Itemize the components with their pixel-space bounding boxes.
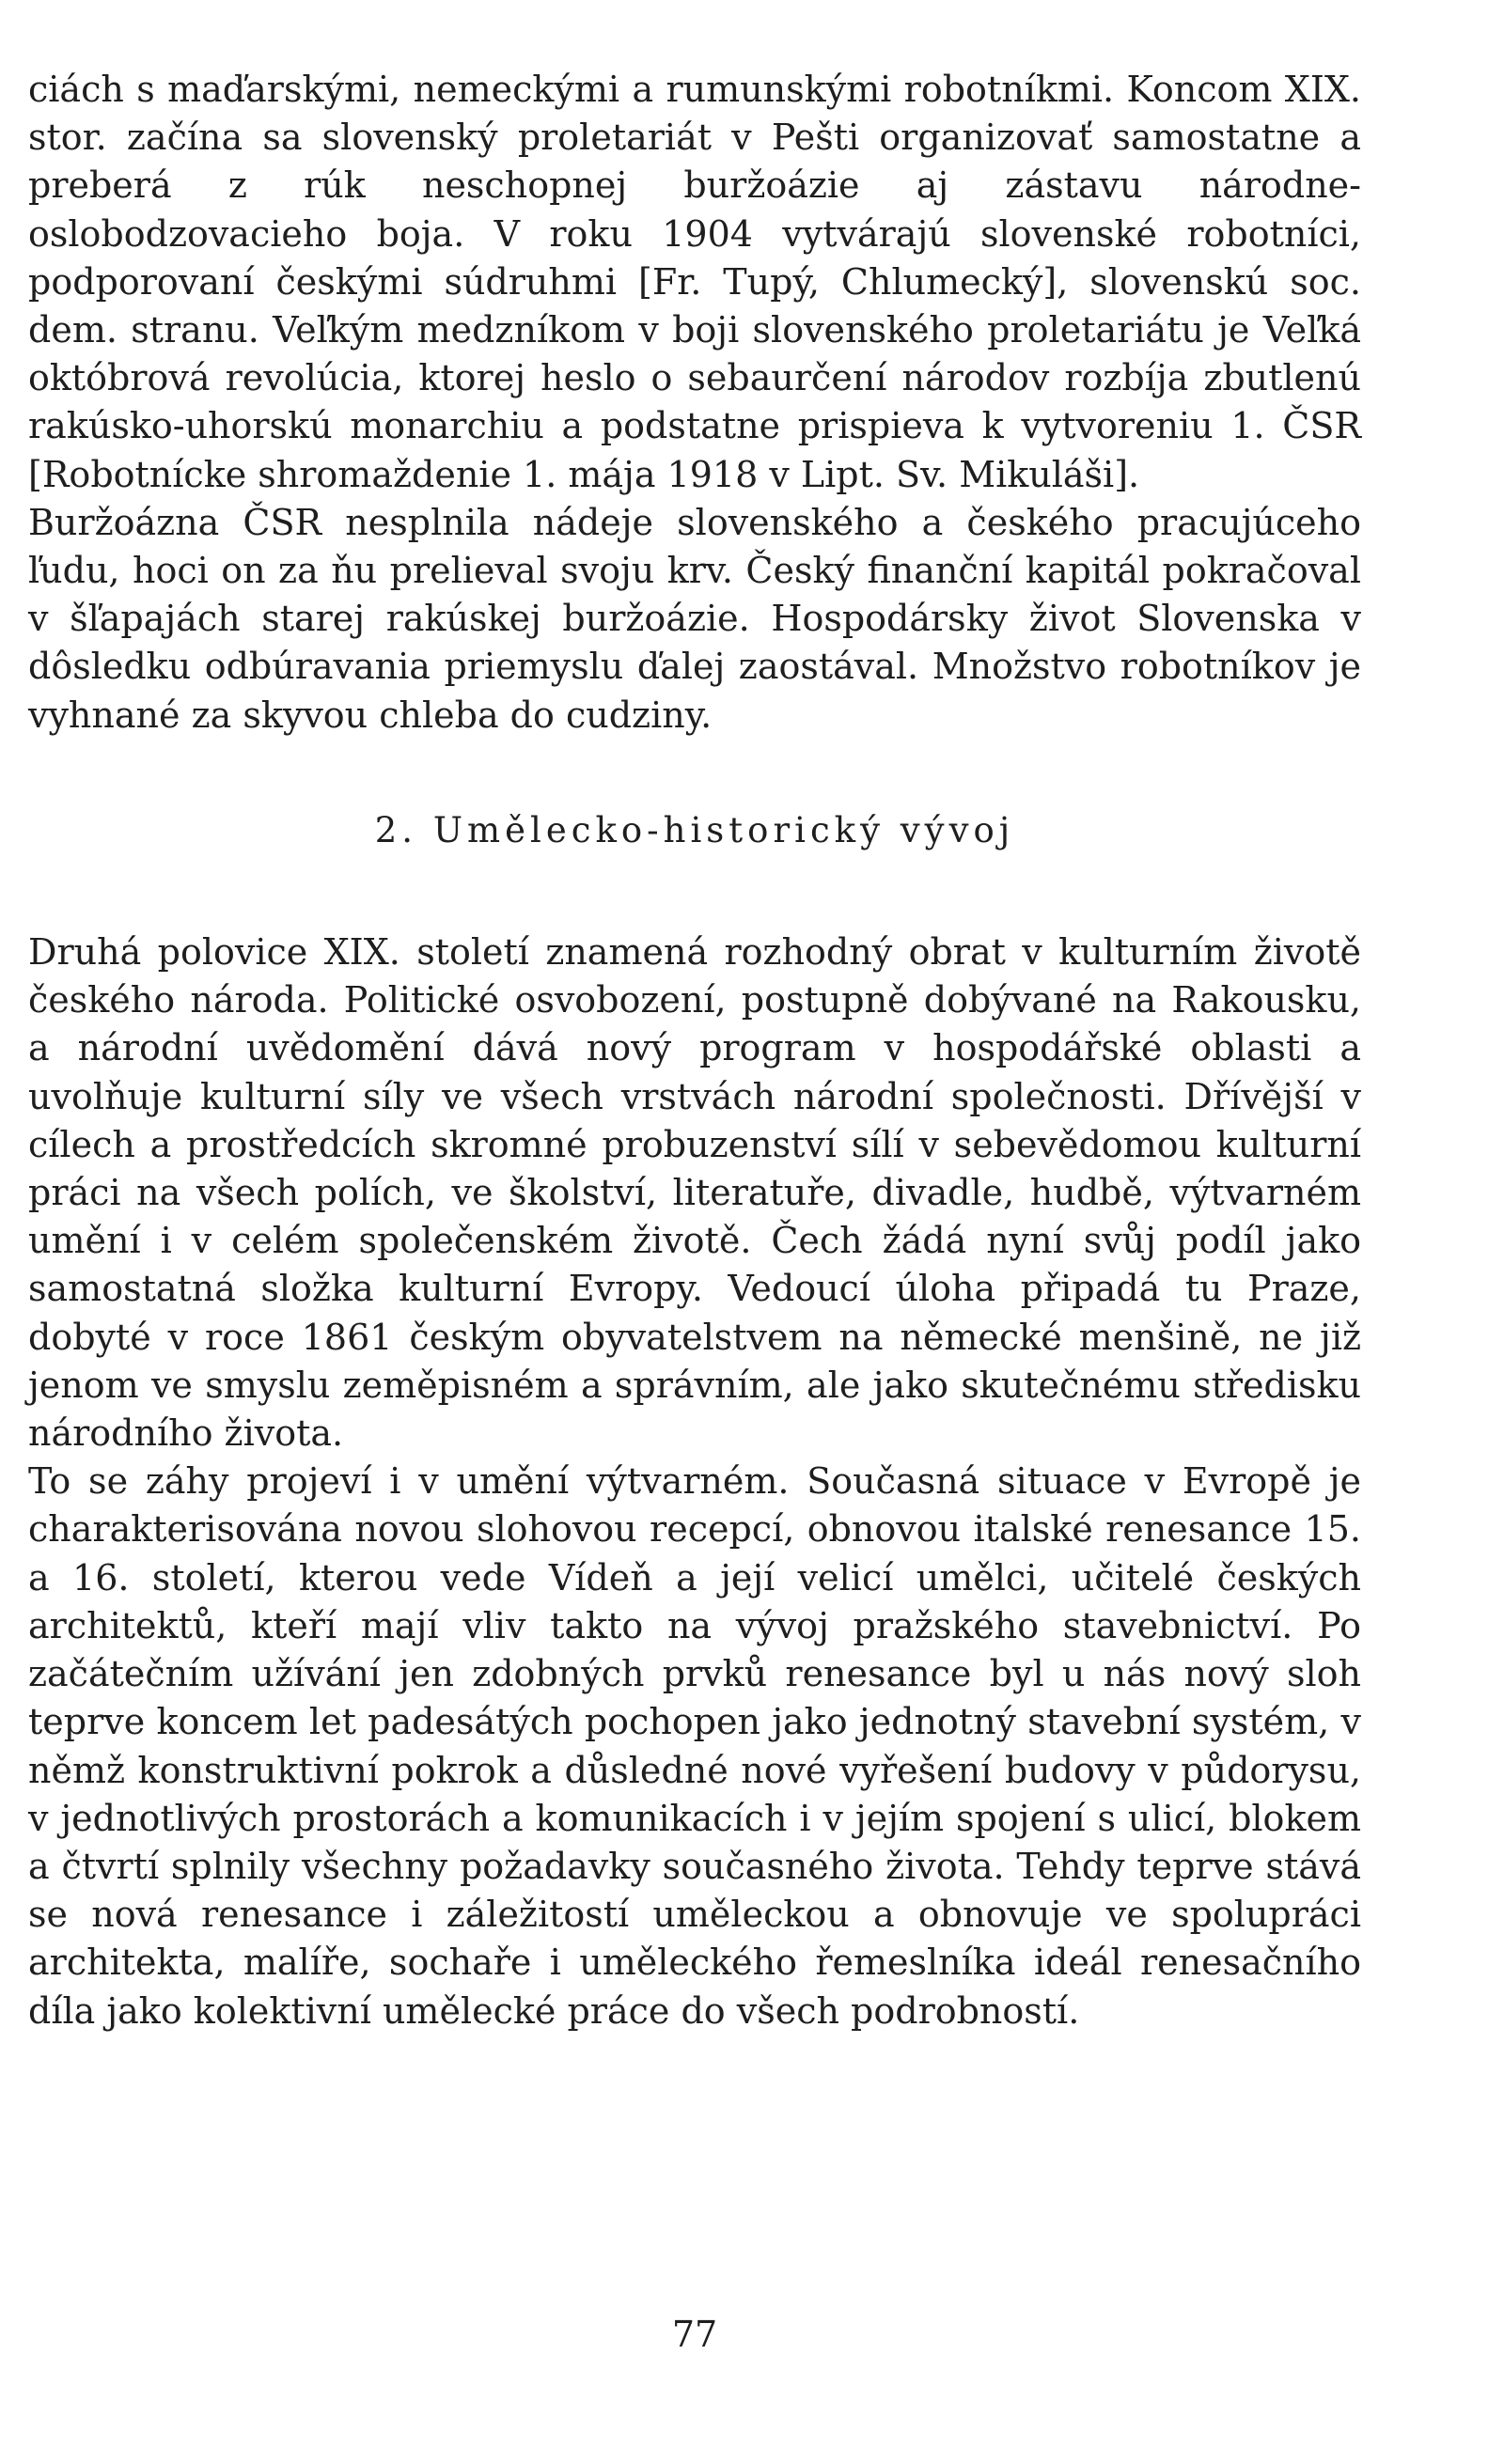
- paragraph-proletariat: ciách s maďarskými, nemeckými a rumunskými robotníkmi. Koncom XIX. stor. začína sa slovenský proletariát v Pešti organizovať samostatne a preberá z rúk neschopnej buržoázie aj zástavu národne-oslobodzovacieho boja. V roku 1904 vytvárajú slovenské robotníci, podporovaní českými súdruhmi [Fr. Tupý, Chlumecký], slovenskú soc. dem. stranu. Veľkým medzníkom v boji slovenského proletariátu je Veľká októbrová revolúcia, ktorej heslo o sebaurčení národov rozbíja zbutlenú rakúsko-uhorskú monarchiu a podstatne prispieva k vytvoreniu 1. ČSR [Robotnícke shromaždenie 1. mája 1918 v Lipt. Sv. Mikuláši].: [28, 69, 1361, 495]
- paragraph-cultural-turn: Druhá polovice XIX. století znamená rozhodný obrat v kulturním životě českého národa. Politické osvobození, postupně dobývané na Rakousku, a národní uvědomění dává nový program v hospodářské oblasti a uvolňuje kulturní síly ve všech vrstvách národní společnosti. Dřívější v cílech a prostředcích skromné probuzenství sílí v sebevědomou kulturní práci na všech polích, ve školství, literatuře, divadle, hudbě, výtvarném umění i v celém společenském životě. Čech žádá nyní svůj podíl jako samostatná složka kulturní Evropy. Vedoucí úloha připadá tu Praze, dobyté v roce 1861 českým obyvatelstvem na německé menšině, ne již jenom ve smyslu zeměpisném a správním, ale jako skutečnému středisku národního života.: [28, 931, 1361, 1455]
- page-body: [28, 66, 1361, 2035]
- section-heading: 2. Umělecko-historický vývoj: [374, 809, 1015, 850]
- paragraph-bourgeois-csr: Buržoázna ČSR nesplnila nádeje slovenského a českého pracujúceho ľudu, hoci on za ňu prelieval svoju krv. Český finanční kapitál pokračoval v šľapajách starej rakúskej buržoázie. Hospodársky život Slovenska v dôsledku odbúravania priemyslu ďalej zaostával. Množstvo robotníkov je vyhnané za skyvou chleba do cudziny.: [28, 501, 1361, 736]
- paragraph-renaissance: To se záhy projeví i v umění výtvarném. Současná situace v Evropě je charakterisována novou slohovou recepcí, obnovou italské renesance 15. a 16. století, kterou vede Vídeň a její velicí umělci, učitelé českých architektů, kteří mají vliv takto na vývoj pražského stavebnictví. Po začátečním užívání jen zdobných prvků renesance byl u nás nový sloh teprve koncem let padesátých pochopen jako jednotný stavební systém, v němž konstruktivní pokrok a důsledné nové vyřešení budovy v půdorysu, v jednotlivých prostorách a komunikacích i v jejím spojení s ulicí, blokem a čtvrtí splnily všechny požadavky současného života. Tehdy teprve stává se nová renesance i záležitostí uměleckou a obnovuje ve spolupráci architekta, malíře, sochaře i uměleckého řemeslníka ideál renesačního díla jako kolektivní umělecké práce do všech podrobností.: [28, 1460, 1361, 2032]
- page-number: 77: [671, 2314, 718, 2355]
